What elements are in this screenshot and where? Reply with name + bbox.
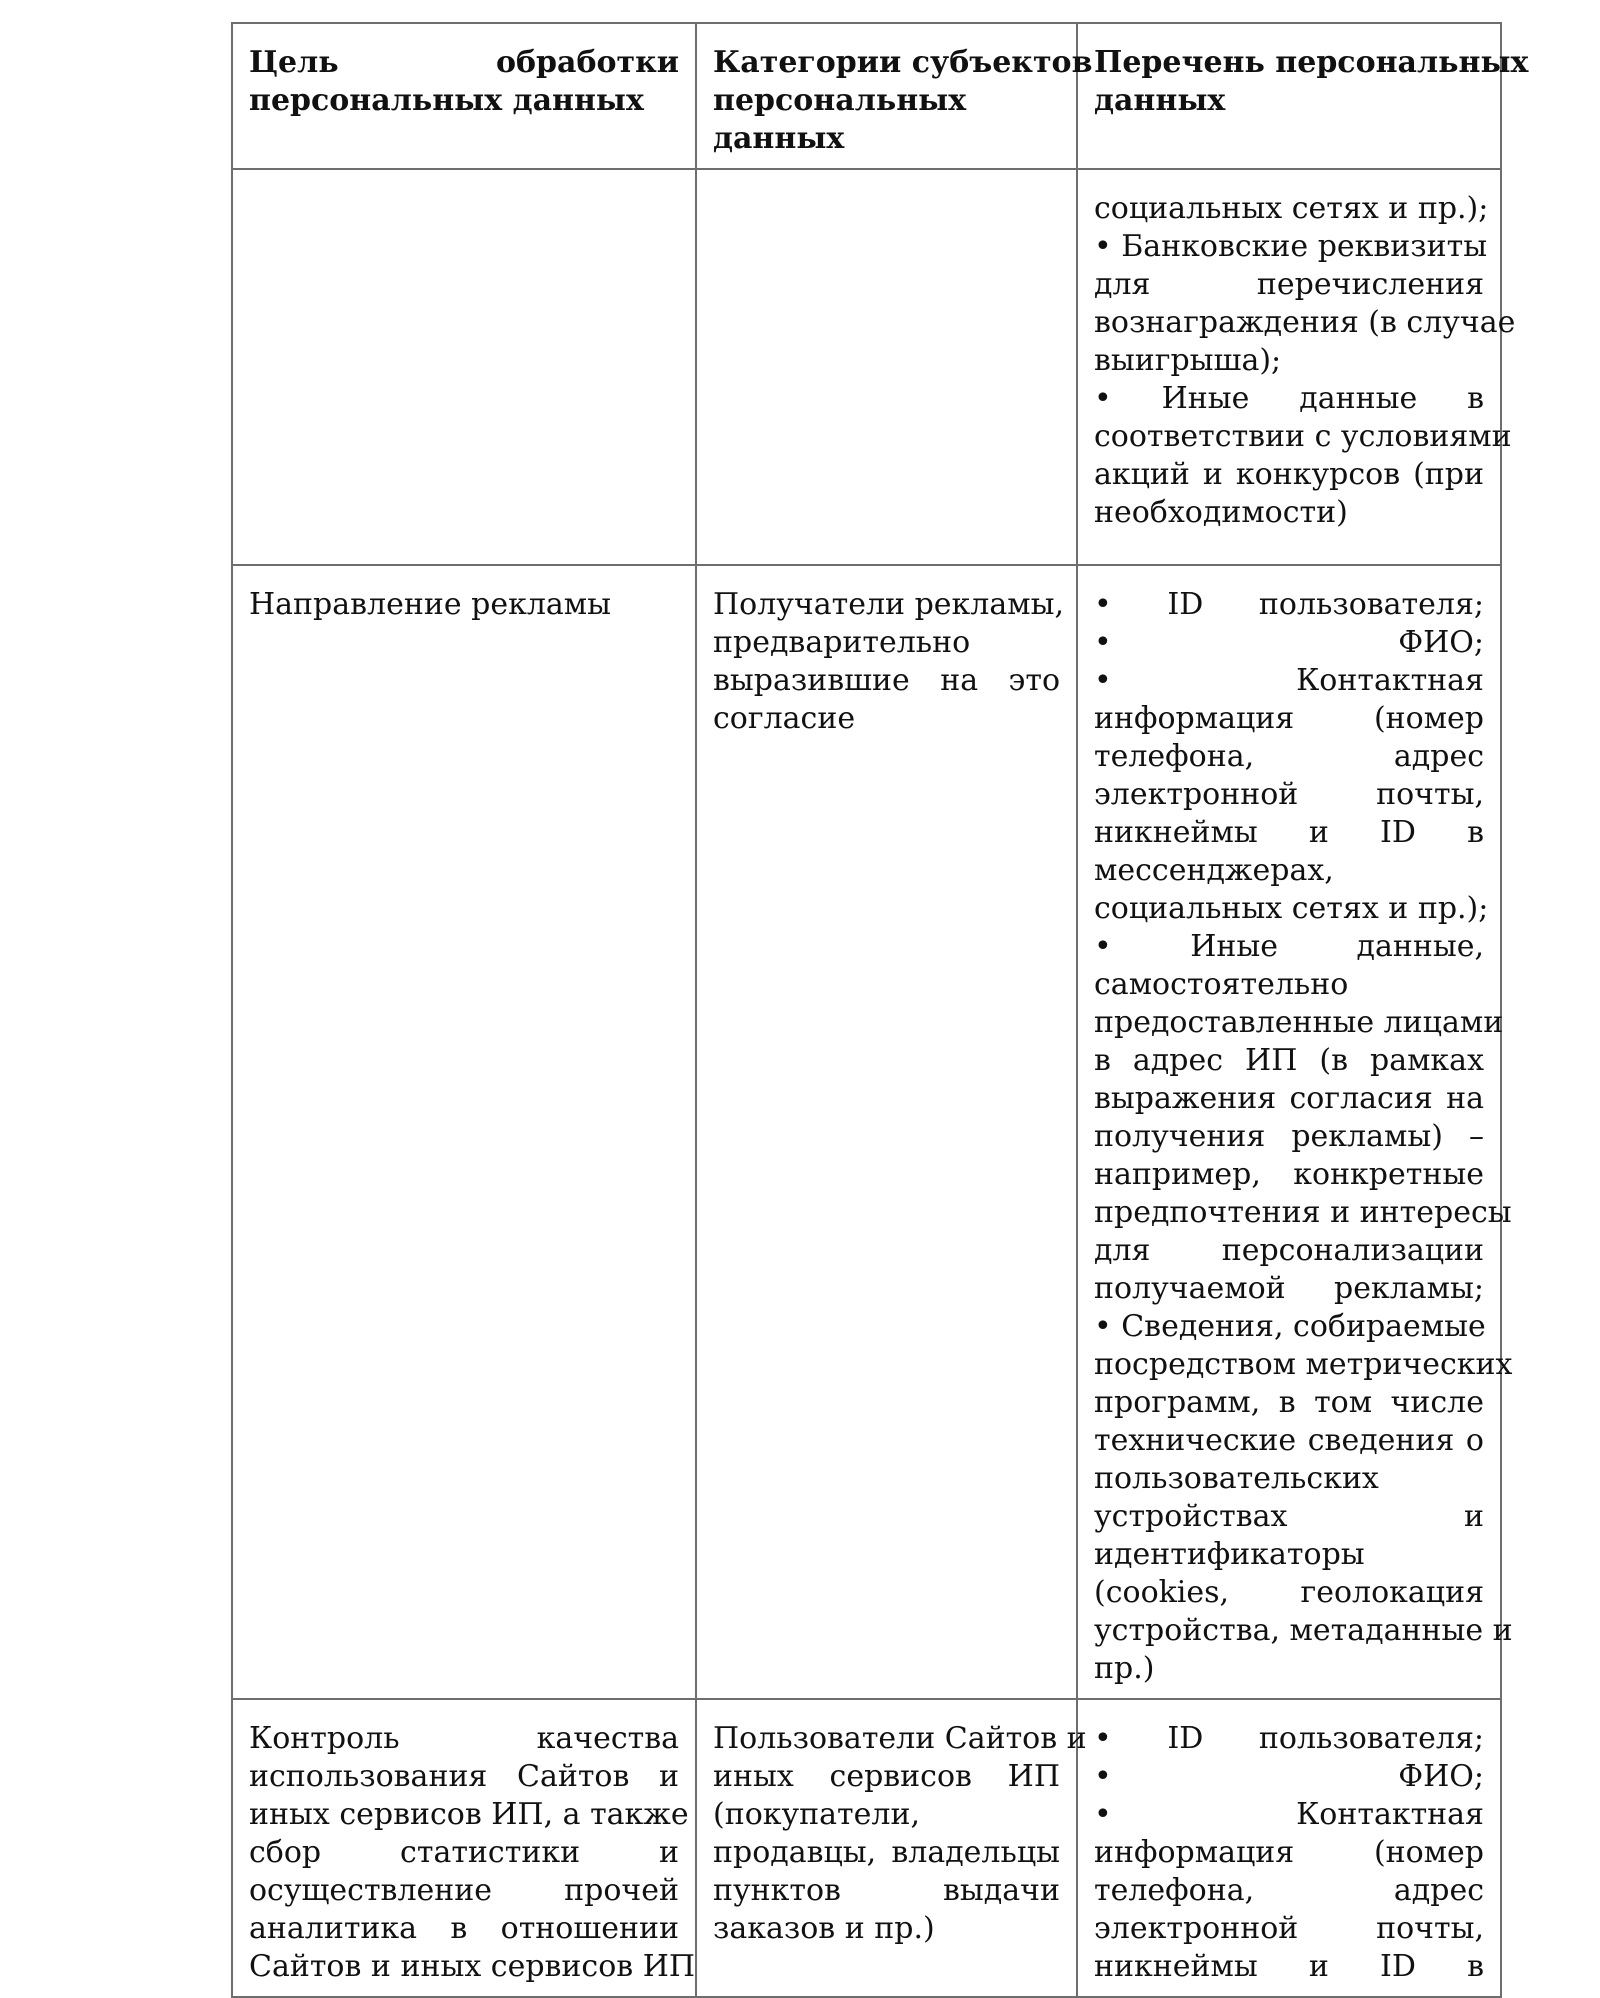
header-subject-categories <box>696 23 1093 169</box>
cell-data-list <box>1077 565 1513 1699</box>
text-line: вознаграждения (в случае <box>1094 305 1516 340</box>
text-line: • Иные данные, <box>1094 929 1484 964</box>
text-line: использования Сайтов и <box>249 1759 679 1794</box>
cell-purpose <box>232 169 696 565</box>
cell-data-list <box>1077 169 1516 565</box>
text-line: самостоятельно <box>1094 967 1349 1002</box>
header-line: персональных <box>713 83 967 118</box>
text-line: предоставленные лицами <box>1094 1005 1504 1040</box>
text-line: заказов и пр.) <box>713 1911 935 1946</box>
text-line: иных сервисов ИП <box>713 1759 1060 1794</box>
text-line: социальных сетях и пр.); <box>1094 191 1489 226</box>
text-line: например, конкретные <box>1094 1157 1484 1192</box>
cell-subject-categories <box>696 565 1077 1699</box>
text-line: информация (номер <box>1094 1835 1484 1870</box>
text-line: в адрес ИП (в рамках <box>1094 1043 1484 1078</box>
text-line: • Банковские реквизиты <box>1094 229 1488 264</box>
header-purpose <box>232 23 696 169</box>
text-line: никнеймы и ID в <box>1094 1949 1484 1984</box>
text-line: пунктов выдачи <box>713 1873 1060 1908</box>
text-line: • ID пользователя; <box>1094 1721 1484 1756</box>
table-row <box>232 169 1501 565</box>
header-line: данных <box>1094 83 1226 118</box>
text-line: никнеймы и ID в <box>1094 815 1484 850</box>
text-line: Пользователи Сайтов и <box>713 1721 1087 1756</box>
text-line: осуществление прочей <box>249 1873 679 1908</box>
text-line: получаемой рекламы; <box>1094 1271 1484 1306</box>
text-line: устройства, метаданные и <box>1094 1613 1513 1648</box>
text-line: аналитика в отношении <box>249 1911 679 1946</box>
text-line: телефона, адрес <box>1094 739 1484 774</box>
table-row <box>232 565 1501 1699</box>
text-line: выигрыша); <box>1094 343 1282 378</box>
header-line: данных <box>713 121 845 156</box>
text-line: продавцы, владельцы <box>713 1835 1060 1870</box>
text-line: (cookies, геолокация <box>1094 1575 1484 1610</box>
text-line: телефона, адрес <box>1094 1873 1484 1908</box>
text-line: согласие <box>713 701 856 736</box>
header-line: Категории субъектов <box>713 45 1093 80</box>
text-line: выражения согласия на <box>1094 1081 1484 1116</box>
text-line: идентификаторы <box>1094 1537 1365 1572</box>
cell-purpose <box>232 565 696 1699</box>
header-line: Цель обработки <box>249 45 679 80</box>
cell-purpose <box>232 1699 696 1997</box>
header-data-list <box>1077 23 1529 169</box>
text-line: Направление рекламы <box>249 587 611 622</box>
text-line: иных сервисов ИП, а также <box>249 1797 689 1832</box>
text-line: для персонализации <box>1094 1233 1484 1268</box>
cell-data-list <box>1077 1699 1501 1997</box>
text-line: • ФИО; <box>1094 1759 1484 1794</box>
text-line: электронной почты, <box>1094 777 1484 812</box>
text-line: устройствах и <box>1094 1499 1484 1534</box>
text-line: Сайтов и иных сервисов ИП <box>249 1949 696 1984</box>
text-line: социальных сетях и пр.); <box>1094 891 1489 926</box>
text-line: мессенджерах, <box>1094 853 1334 888</box>
text-line: выразившие на это <box>713 663 1060 698</box>
text-line: акций и конкурсов (при <box>1094 457 1484 492</box>
table-row <box>232 1699 1501 1997</box>
text-line: • Контактная <box>1094 1797 1484 1832</box>
cell-subject-categories <box>696 1699 1087 1997</box>
text-line: • ID пользователя; <box>1094 587 1484 622</box>
text-line: (покупатели, <box>713 1797 920 1832</box>
text-line: получения рекламы) – <box>1094 1119 1484 1154</box>
text-line: для перечисления <box>1094 267 1484 302</box>
text-line: соответствии с условиями <box>1094 419 1512 454</box>
text-line: пр.) <box>1094 1651 1155 1686</box>
text-line: пользовательских <box>1094 1461 1379 1496</box>
text-line: программ, в том числе <box>1094 1385 1484 1420</box>
text-line: • ФИО; <box>1094 625 1484 660</box>
text-line: • Сведения, собираемые <box>1094 1309 1486 1344</box>
text-line: информация (номер <box>1094 701 1484 736</box>
text-line: электронной почты, <box>1094 1911 1484 1946</box>
text-line: • Контактная <box>1094 663 1484 698</box>
text-line: технические сведения о <box>1094 1423 1484 1458</box>
text-line: предварительно <box>713 625 971 660</box>
text-line: Контроль качества <box>249 1721 679 1756</box>
text-line: необходимости) <box>1094 495 1348 530</box>
personal-data-table <box>231 22 1529 1998</box>
table-header-row <box>232 23 1501 169</box>
header-line: Перечень персональных <box>1094 45 1529 80</box>
text-line: • Иные данные в <box>1094 381 1484 416</box>
text-line: Получатели рекламы, <box>713 587 1064 622</box>
text-line: предпочтения и интересы <box>1094 1195 1512 1230</box>
header-line: персональных данных <box>249 83 644 118</box>
text-line: сбор статистики и <box>249 1835 679 1870</box>
text-line: посредством метрических <box>1094 1347 1513 1382</box>
cell-subject-categories <box>696 169 1077 565</box>
